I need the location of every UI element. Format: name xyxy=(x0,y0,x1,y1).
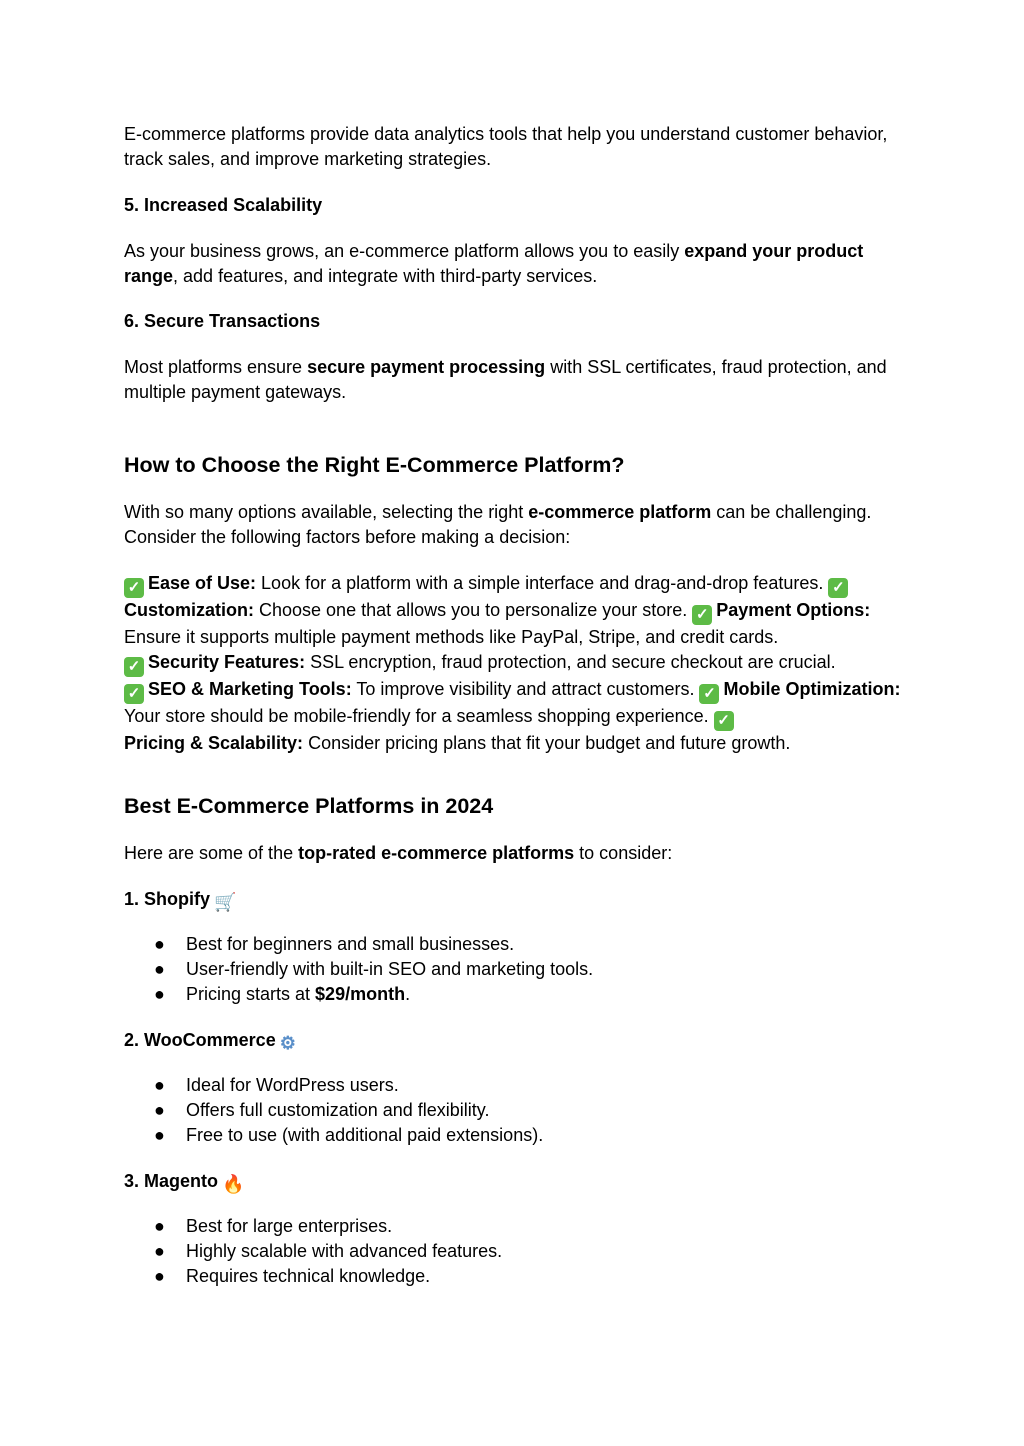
price-text: $29/month xyxy=(315,984,406,1004)
woocommerce-list xyxy=(124,1073,904,1148)
factor-text: Choose one that allows you to personalize your store. xyxy=(254,600,693,620)
best-platforms-intro: Here are some of the top-rated e-commerce platforms to consider: xyxy=(124,843,673,863)
choose-intro-paragraph: With so many options available, selecting the right e-commerce platform can be challenging. Consider the following factors before making a decision: xyxy=(124,502,872,547)
secure-transactions-paragraph: Most platforms ensure secure payment processing with SSL certificates, fraud protection, and multiple payment gateways. xyxy=(124,357,887,402)
list-item: ● Best for large enterprises. xyxy=(124,1214,904,1239)
bullet-icon: ● xyxy=(154,934,165,954)
factor-text: Look for a platform with a simple interface and drag-and-drop features. xyxy=(256,573,829,593)
bullet-icon: ● xyxy=(154,1100,165,1120)
woocommerce-heading: 2. WooCommerce ⚙ xyxy=(124,1028,904,1056)
list-item: ● Free to use (with additional paid extensions). xyxy=(124,1123,904,1148)
list-item: ● Ideal for WordPress users. xyxy=(124,1073,904,1098)
factor-text: Your store should be mobile-friendly for a seamless shopping experience. xyxy=(124,706,714,726)
factor-text: Consider pricing plans that fit your budget and future growth. xyxy=(303,733,791,753)
factor-label: Pricing & Scalability: xyxy=(124,733,304,753)
check-icon: ✓ xyxy=(124,684,144,704)
list-item: ● Requires technical knowledge. xyxy=(124,1264,904,1289)
bullet-icon: ● xyxy=(154,1241,165,1261)
factor-label: Payment Options: xyxy=(716,600,871,620)
scalability-heading: 5. Increased Scalability xyxy=(124,195,323,215)
gear-icon: ⚙ xyxy=(279,1033,296,1053)
factor-label: SEO & Marketing Tools: xyxy=(148,679,352,699)
secure-transactions-heading: 6. Secure Transactions xyxy=(124,311,321,331)
factor-text: To improve visibility and attract customers. xyxy=(351,679,700,699)
factor-text: SSL encryption, fraud protection, and secure checkout are crucial. xyxy=(305,652,836,672)
factor-text: Ensure it supports multiple payment methods like PayPal, Stripe, and credit cards. xyxy=(124,627,779,647)
magento-list xyxy=(124,1214,904,1289)
bold-text: e-commerce platform xyxy=(528,502,712,522)
shopify-list xyxy=(124,932,904,1007)
list-item: ● Pricing starts at $29/month. xyxy=(124,982,904,1007)
list-item: ● Offers full customization and flexibility. xyxy=(124,1098,904,1123)
scalability-paragraph: As your business grows, an e-commerce platform allows you to easily expand your product range, add features, and integrate with third-party services. xyxy=(124,241,864,286)
bullet-icon: ● xyxy=(154,1075,165,1095)
shopify-heading: 1. Shopify 🛒 xyxy=(124,887,904,915)
shopping-cart-icon: 🛒 xyxy=(214,892,237,912)
list-item: ● Best for beginners and small businesses. xyxy=(124,932,904,957)
check-icon: ✓ xyxy=(714,711,734,731)
bullet-icon: ● xyxy=(154,984,165,1004)
bold-text: expand your product range xyxy=(124,241,864,286)
check-icon: ✓ xyxy=(828,578,848,598)
bold-text: secure payment processing xyxy=(307,357,546,377)
bullet-icon: ● xyxy=(154,1216,165,1236)
factor-label: Customization: xyxy=(124,600,254,620)
bullet-icon: ● xyxy=(154,1125,165,1145)
check-icon: ✓ xyxy=(699,684,719,704)
magento-heading: 3. Magento 🔥 xyxy=(124,1169,904,1197)
best-platforms-heading: Best E-Commerce Platforms in 2024 xyxy=(124,794,494,818)
bullet-icon: ● xyxy=(154,959,165,979)
factor-label: Security Features: xyxy=(148,652,306,672)
list-item: ● User-friendly with built-in SEO and marketing tools. xyxy=(124,957,904,982)
factor-label: Mobile Optimization: xyxy=(723,679,901,699)
bold-text: top-rated e-commerce platforms xyxy=(298,843,575,863)
choose-platform-heading: How to Choose the Right E-Commerce Platform? xyxy=(124,453,625,477)
intro-paragraph: E-commerce platforms provide data analytics tools that help you understand customer behavior, track sales, and improve marketing strategies. xyxy=(124,124,888,169)
factors-paragraph xyxy=(124,571,904,756)
check-icon: ✓ xyxy=(124,657,144,677)
factor-label: Ease of Use: xyxy=(148,573,257,593)
bullet-icon: ● xyxy=(154,1266,165,1286)
check-icon: ✓ xyxy=(692,605,712,625)
list-item: ● Highly scalable with advanced features. xyxy=(124,1239,904,1264)
check-icon: ✓ xyxy=(124,578,144,598)
fire-icon: 🔥 xyxy=(222,1174,245,1194)
